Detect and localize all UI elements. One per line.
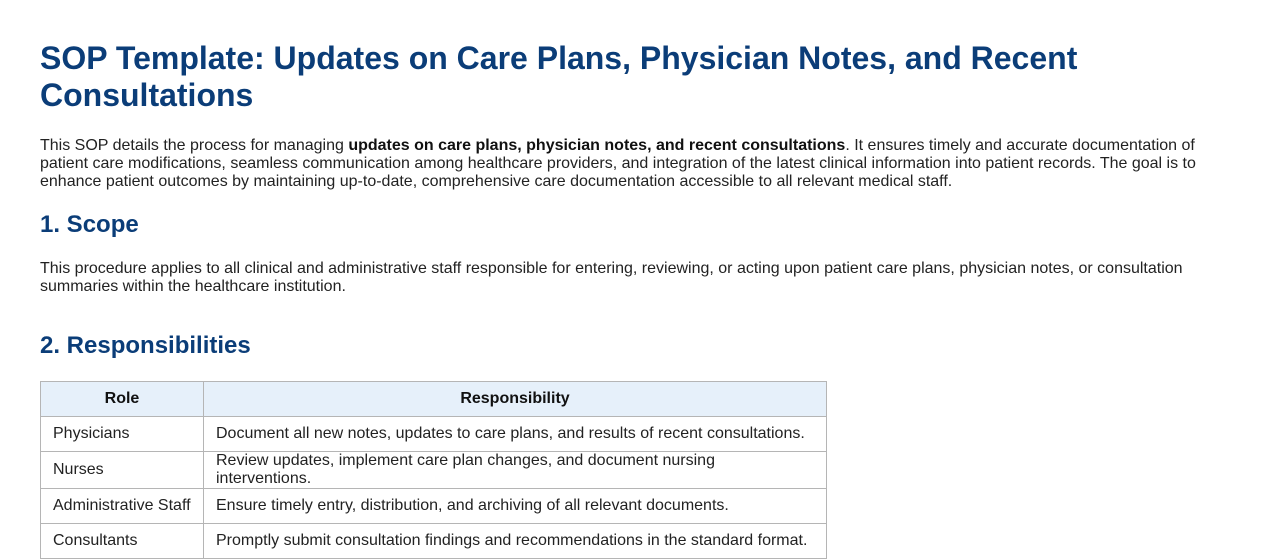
table-row [41,524,827,559]
responsibilities-table [40,381,827,559]
column-header-role: Role [41,382,204,417]
role-cell: Nurses [41,452,204,489]
scope-heading: 1. Scope [40,211,139,238]
role-cell: Consultants [41,524,204,559]
table-row [41,417,827,452]
column-header-responsibility: Responsibility [204,382,827,417]
page-title: SOP Template: Updates on Care Plans, Physician Notes, and Recent Consultations [40,40,1078,113]
table-row [41,489,827,524]
responsibility-cell: Promptly submit consultation findings and recommendations in the standard format. [204,524,827,559]
table-row [41,452,827,489]
responsibility-cell: Review updates, implement care plan changes, and document nursing interventions. [204,452,827,489]
table-header-row [41,382,827,417]
intro-bold-text: updates on care plans, physician notes, and recent consultations [348,137,846,154]
role-cell: Administrative Staff [41,489,204,524]
intro-text-start: This SOP details the process for managing [40,137,349,154]
intro-paragraph [40,137,1223,191]
role-cell: Physicians [41,417,204,452]
responsibility-cell: Document all new notes, updates to care plans, and results of recent consultations. [204,417,827,452]
responsibility-cell: Ensure timely entry, distribution, and archiving of all relevant documents. [204,489,827,524]
scope-paragraph: This procedure applies to all clinical and administrative staff responsible for entering, reviewing, or acting upon patient care plans, physician notes, or consultation summaries within the healthcare institution. [40,260,1183,295]
intro-text-end: . It ensures timely and accurate documentation of patient care modifications, seamless communication among healthcare providers, and integration of the latest clinical information into patient records. The goal is to enhance patient outcomes by maintaining up-to-date, comprehensive care documentation accessible to all relevant medical staff. [40,137,1196,190]
responsibilities-heading: 2. Responsibilities [40,332,251,359]
